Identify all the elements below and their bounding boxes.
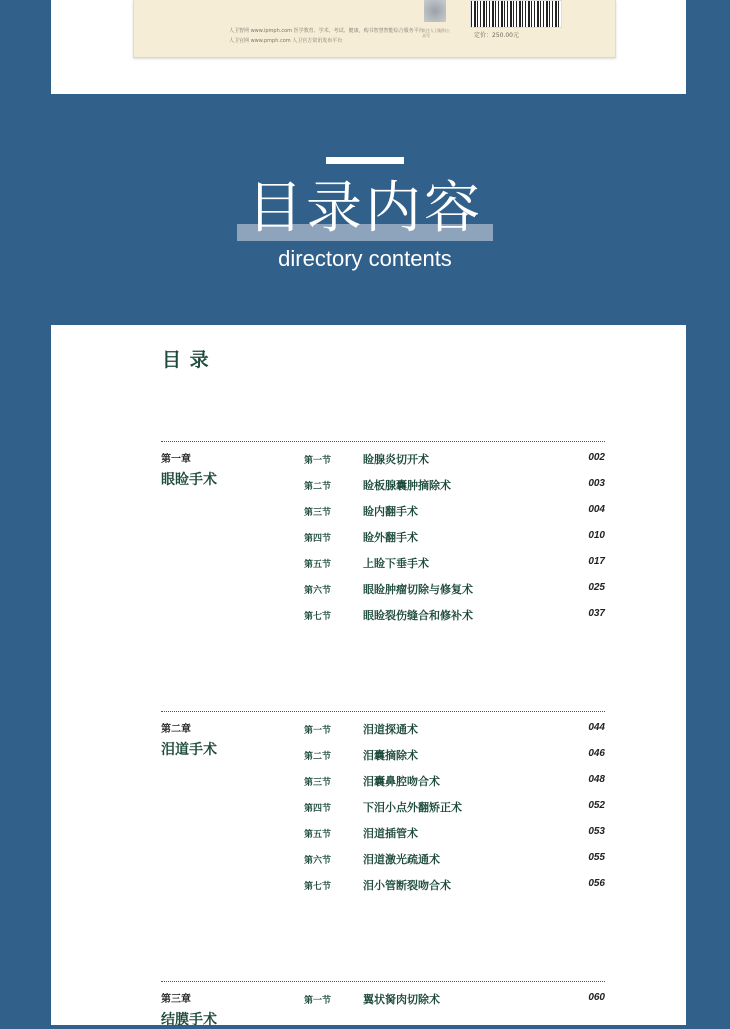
page-number: 010 [588,530,605,541]
toc-entry[interactable] [161,721,605,737]
page-number: 002 [588,452,605,463]
decorative-bar [326,157,404,164]
section-number: 第二节 [304,482,332,492]
section-number: 第三节 [304,508,332,518]
section-number: 第五节 [304,830,332,840]
toc-entry[interactable] [161,825,605,841]
toc-entry[interactable] [161,477,605,493]
publisher-line: 人卫智网 www.ipmph.com 医学教育、学术、考试、健康，购书智慧智能综合服务平台 [229,28,424,34]
page-number: 060 [588,992,605,1003]
section-title: 眼睑肿瘤切除与修复术 [363,583,473,596]
section-number: 第四节 [304,534,332,544]
section-number: 第七节 [304,882,332,892]
page-number: 046 [588,748,605,759]
chapter-number: 第三章 [161,994,191,1005]
section-title: 泪道激光疏通术 [363,853,440,866]
page-number: 017 [588,556,605,567]
toc-entry[interactable] [161,799,605,815]
toc-card [51,325,686,1028]
toc-entry[interactable] [161,773,605,789]
toc-entry[interactable] [161,529,605,545]
chapter-number: 第二章 [161,724,191,735]
toc-entry[interactable] [161,747,605,763]
section-number: 第五节 [304,560,332,570]
section-number: 第六节 [304,856,332,866]
section-title: 上睑下垂手术 [363,557,429,570]
qr-caption: 关注人卫眼科公众号 [422,28,450,38]
page-number: 053 [588,826,605,837]
section-title: 泪小管断裂吻合术 [363,879,451,892]
section-number: 第六节 [304,586,332,596]
page-number: 003 [588,478,605,489]
section-number: 第二节 [304,752,332,762]
section-title: 泪囊摘除术 [363,749,418,762]
page-number: 004 [588,504,605,515]
toc-heading: 目 录 [162,349,210,371]
section-title: 睑腺炎切开术 [363,453,429,466]
chapter-name: 结膜手术 [161,1012,217,1028]
section-title: 眼睑裂伤缝合和修补术 [363,609,473,622]
chapter-divider [161,711,605,712]
page-number: 044 [588,722,605,733]
toc-entry[interactable] [161,851,605,867]
chapter-divider [161,981,605,982]
section-title: 泪道插管术 [363,827,418,840]
chapter-name: 泪道手术 [161,742,217,758]
toc-entry[interactable] [161,991,605,1007]
page-number: 037 [588,608,605,619]
chapter-block [161,711,605,892]
section-title: 目录内容 [247,176,483,241]
section-number: 第三节 [304,778,332,788]
page-number: 055 [588,852,605,863]
book-cover-card [51,0,686,94]
toc-entry[interactable] [161,555,605,571]
page-number: 052 [588,800,605,811]
qr-code-icon [424,0,446,22]
section-title: 下泪小点外翻矫正术 [363,801,462,814]
toc-entry[interactable] [161,607,605,623]
book-back-cover [133,0,616,58]
barcode-icon [470,0,562,28]
toc-entry[interactable] [161,503,605,519]
chapter-divider [161,441,605,442]
page-number: 056 [588,878,605,889]
section-number: 第七节 [304,612,332,622]
section-title: 睑板腺囊肿摘除术 [363,479,451,492]
toc-entry[interactable] [161,581,605,597]
publisher-line: 人卫官网 www.pmph.com 人卫官方资讯发布平台 [229,38,343,44]
section-title: 翼状胬肉切除术 [363,993,440,1006]
section-title: 泪囊鼻腔吻合术 [363,775,440,788]
section-number: 第四节 [304,804,332,814]
chapter-number: 第一章 [161,454,191,465]
section-title: 泪道探通术 [363,723,418,736]
page-number: 025 [588,582,605,593]
section-title: 睑内翻手术 [363,505,418,518]
chapter-block [161,981,605,1028]
chapter-name: 眼睑手术 [161,472,217,488]
section-subtitle: directory contents [278,246,452,271]
price-label: 定价：250.00元 [474,32,519,39]
section-number: 第一节 [304,726,332,736]
chapter-block [161,441,605,622]
section-number: 第一节 [304,996,332,1006]
section-title: 睑外翻手术 [363,531,418,544]
toc-entry[interactable] [161,877,605,893]
toc-entry[interactable] [161,451,605,467]
section-number: 第一节 [304,456,332,466]
page-number: 048 [588,774,605,785]
